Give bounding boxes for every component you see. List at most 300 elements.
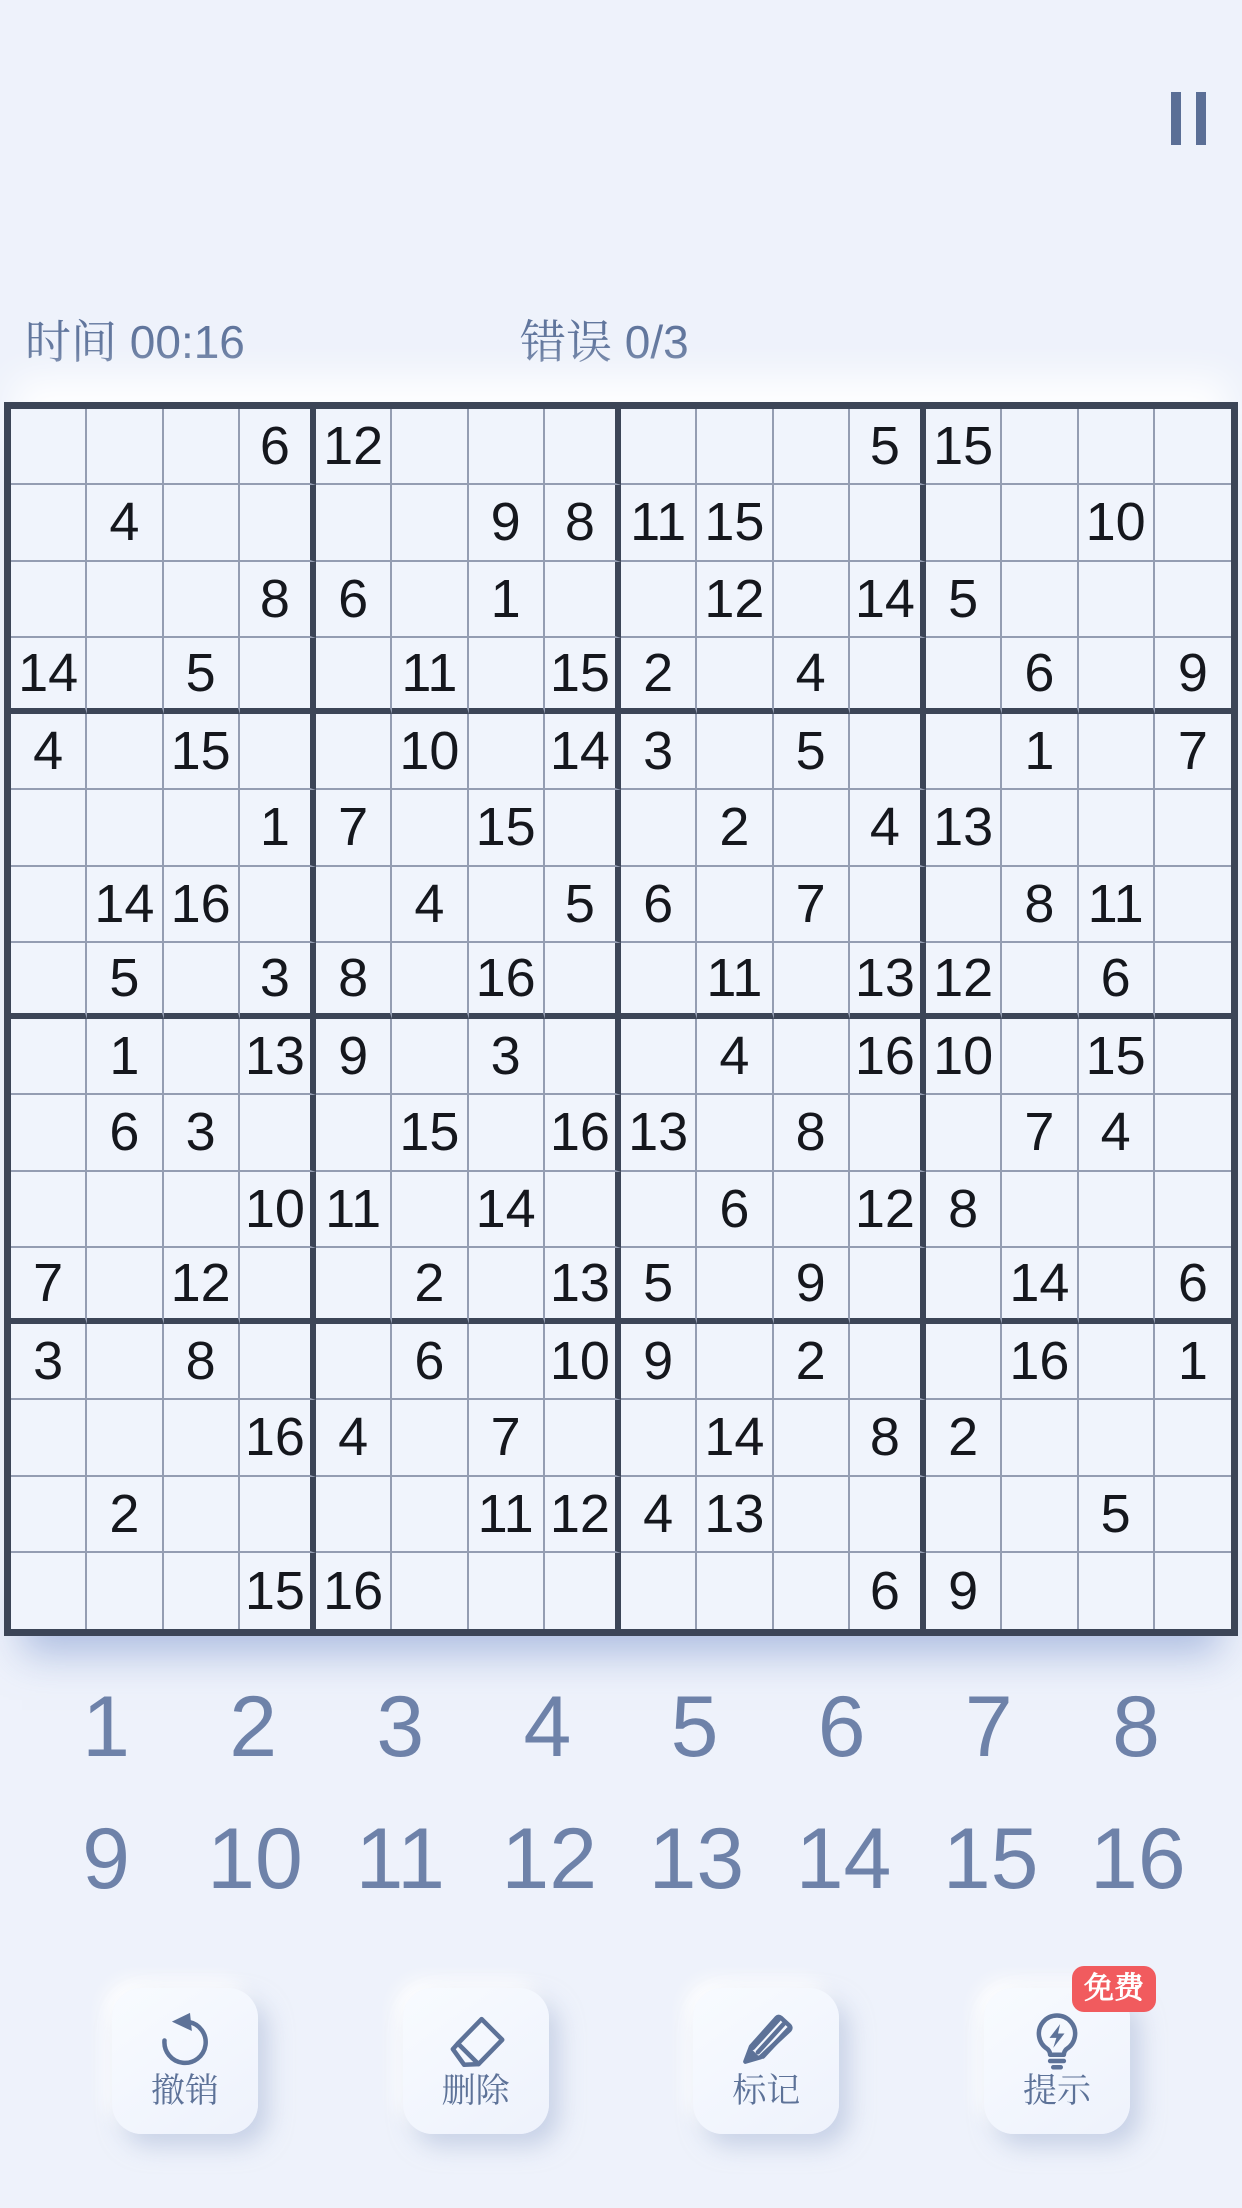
cell-r3c1[interactable]	[11, 562, 87, 638]
number-pad	[0, 1675, 1242, 1911]
cell-r12c12[interactable]	[850, 1248, 926, 1324]
cell-r1c2[interactable]	[87, 409, 163, 485]
cell-r11c6[interactable]	[392, 1172, 468, 1248]
cell-r4c2[interactable]	[87, 638, 163, 714]
cell-r1c15[interactable]	[1079, 409, 1155, 485]
num-key-9[interactable]: 9	[82, 1811, 130, 1907]
cell-r9c5[interactable]: 9	[316, 1019, 392, 1095]
cell-r4c11[interactable]: 4	[774, 638, 850, 714]
cell-r12c11[interactable]: 9	[774, 1248, 850, 1324]
cell-r4c10[interactable]	[697, 638, 773, 714]
cell-r12c8[interactable]: 13	[545, 1248, 621, 1324]
cell-r4c7[interactable]	[469, 638, 545, 714]
cell-r10c2[interactable]: 6	[87, 1095, 163, 1171]
cell-r5c12[interactable]	[850, 714, 926, 790]
cell-r12c9[interactable]: 5	[621, 1248, 697, 1324]
cell-r1c14[interactable]	[1002, 409, 1078, 485]
cell-r6c2[interactable]	[87, 790, 163, 866]
cell-r7c7[interactable]	[469, 867, 545, 943]
cell-r12c5[interactable]	[316, 1248, 392, 1324]
cell-r6c16[interactable]	[1155, 790, 1231, 866]
cell-r10c8[interactable]: 16	[545, 1095, 621, 1171]
cell-r4c12[interactable]	[850, 638, 926, 714]
cell-r1c8[interactable]	[545, 409, 621, 485]
mark-label: 标记	[732, 2072, 801, 2111]
cell-r2c9[interactable]: 11	[621, 485, 697, 561]
cell-r10c13[interactable]	[926, 1095, 1002, 1171]
cell-r14c16[interactable]	[1155, 1400, 1231, 1476]
mistakes-value: 0/3	[624, 316, 689, 368]
cell-r11c1[interactable]	[11, 1172, 87, 1248]
free-badge: 免费	[1072, 1966, 1156, 2012]
num-key-8[interactable]: 8	[1112, 1679, 1160, 1775]
cell-r13c12[interactable]	[850, 1324, 926, 1400]
cell-r9c16[interactable]	[1155, 1019, 1231, 1095]
cell-r16c2[interactable]	[87, 1553, 163, 1629]
cell-r6c3[interactable]	[164, 790, 240, 866]
cell-r12c15[interactable]	[1079, 1248, 1155, 1324]
cell-r6c15[interactable]	[1079, 790, 1155, 866]
cell-r16c4[interactable]: 15	[240, 1553, 316, 1629]
cell-r13c14[interactable]: 16	[1002, 1324, 1078, 1400]
cell-r4c3[interactable]: 5	[164, 638, 240, 714]
cell-r14c6[interactable]	[392, 1400, 468, 1476]
time-value: 00:16	[129, 316, 245, 368]
numpad-row-2	[0, 1807, 1242, 1911]
cell-r11c7[interactable]: 14	[469, 1172, 545, 1248]
cell-r4c1[interactable]: 14	[11, 638, 87, 714]
cell-r9c3[interactable]	[164, 1019, 240, 1095]
cell-r5c15[interactable]	[1079, 714, 1155, 790]
cell-r7c15[interactable]: 11	[1079, 867, 1155, 943]
cell-r15c11[interactable]	[774, 1477, 850, 1553]
cell-r3c5[interactable]: 6	[316, 562, 392, 638]
eraser-icon	[446, 2011, 506, 2071]
cell-r7c2[interactable]: 14	[87, 867, 163, 943]
cell-r4c14[interactable]: 6	[1002, 638, 1078, 714]
cell-r4c4[interactable]	[240, 638, 316, 714]
num-key-4[interactable]: 4	[523, 1679, 572, 1775]
cell-r7c16[interactable]	[1155, 867, 1231, 943]
num-key-2[interactable]: 2	[229, 1679, 278, 1775]
cell-r11c14[interactable]	[1002, 1172, 1078, 1248]
cell-r16c7[interactable]	[469, 1553, 545, 1629]
cell-r2c1[interactable]	[11, 485, 87, 561]
cell-r3c16[interactable]	[1155, 562, 1231, 638]
cell-r16c5[interactable]: 16	[316, 1553, 392, 1629]
cell-r1c10[interactable]	[697, 409, 773, 485]
cell-r13c3[interactable]: 8	[164, 1324, 240, 1400]
cell-r10c15[interactable]: 4	[1079, 1095, 1155, 1171]
cell-r12c14[interactable]: 14	[1002, 1248, 1078, 1324]
cell-r8c5[interactable]: 8	[316, 943, 392, 1019]
cell-r14c9[interactable]	[621, 1400, 697, 1476]
cell-r16c11[interactable]	[774, 1553, 850, 1629]
cell-r15c10[interactable]: 13	[697, 1477, 773, 1553]
mark-button[interactable]	[693, 1988, 839, 2134]
cell-r12c6[interactable]: 2	[392, 1248, 468, 1324]
cell-r1c11[interactable]	[774, 409, 850, 485]
cell-r14c7[interactable]: 7	[469, 1400, 545, 1476]
cell-r14c3[interactable]	[164, 1400, 240, 1476]
num-key-15[interactable]: 15	[942, 1811, 1039, 1907]
cell-r1c12[interactable]: 5	[850, 409, 926, 485]
cell-r7c11[interactable]: 7	[774, 867, 850, 943]
cell-r5c7[interactable]	[469, 714, 545, 790]
cell-r10c6[interactable]: 15	[392, 1095, 468, 1171]
cell-r5c3[interactable]: 15	[164, 714, 240, 790]
cell-r10c9[interactable]: 13	[621, 1095, 697, 1171]
cell-r16c8[interactable]	[545, 1553, 621, 1629]
cell-r6c14[interactable]	[1002, 790, 1078, 866]
cell-r2c4[interactable]	[240, 485, 316, 561]
cell-r10c10[interactable]	[697, 1095, 773, 1171]
cell-r6c9[interactable]	[621, 790, 697, 866]
cell-r9c14[interactable]	[1002, 1019, 1078, 1095]
cell-r15c6[interactable]	[392, 1477, 468, 1553]
cell-r10c3[interactable]: 3	[164, 1095, 240, 1171]
cell-r4c9[interactable]: 2	[621, 638, 697, 714]
cell-r9c7[interactable]: 3	[469, 1019, 545, 1095]
cell-r9c10[interactable]: 4	[697, 1019, 773, 1095]
cell-r1c5[interactable]: 12	[316, 409, 392, 485]
cell-r3c10[interactable]: 12	[697, 562, 773, 638]
num-key-11[interactable]: 11	[355, 1811, 445, 1907]
cell-r15c13[interactable]	[926, 1477, 1002, 1553]
mistakes-label: 错误	[520, 316, 612, 368]
cell-r8c8[interactable]	[545, 943, 621, 1019]
cell-r13c8[interactable]: 10	[545, 1324, 621, 1400]
cell-r8c13[interactable]: 12	[926, 943, 1002, 1019]
cell-r13c9[interactable]: 9	[621, 1324, 697, 1400]
cell-r7c13[interactable]	[926, 867, 1002, 943]
cell-r9c15[interactable]: 15	[1079, 1019, 1155, 1095]
cell-r9c6[interactable]	[392, 1019, 468, 1095]
cell-r11c4[interactable]: 10	[240, 1172, 316, 1248]
cell-r1c1[interactable]	[11, 409, 87, 485]
undo-button[interactable]	[112, 1988, 258, 2134]
cell-r7c9[interactable]: 6	[621, 867, 697, 943]
cell-r3c15[interactable]	[1079, 562, 1155, 638]
cell-r13c2[interactable]	[87, 1324, 163, 1400]
numpad-row-1	[0, 1675, 1242, 1779]
cell-r9c13[interactable]: 10	[926, 1019, 1002, 1095]
cell-r11c3[interactable]	[164, 1172, 240, 1248]
cell-r7c8[interactable]: 5	[545, 867, 621, 943]
cell-r3c14[interactable]	[1002, 562, 1078, 638]
cell-r5c10[interactable]	[697, 714, 773, 790]
cell-r12c16[interactable]: 6	[1155, 1248, 1231, 1324]
pause-bar-right	[1196, 92, 1206, 145]
cell-r10c1[interactable]	[11, 1095, 87, 1171]
cell-r12c13[interactable]	[926, 1248, 1002, 1324]
cell-r12c3[interactable]: 12	[164, 1248, 240, 1324]
cell-r9c11[interactable]	[774, 1019, 850, 1095]
cell-r6c4[interactable]: 1	[240, 790, 316, 866]
cell-r2c10[interactable]: 15	[697, 485, 773, 561]
cell-r10c14[interactable]: 7	[1002, 1095, 1078, 1171]
cell-r9c1[interactable]	[11, 1019, 87, 1095]
cell-r1c6[interactable]	[392, 409, 468, 485]
cell-r2c13[interactable]	[926, 485, 1002, 561]
cell-r8c16[interactable]	[1155, 943, 1231, 1019]
cell-r5c2[interactable]	[87, 714, 163, 790]
cell-r9c9[interactable]	[621, 1019, 697, 1095]
cell-r16c9[interactable]	[621, 1553, 697, 1629]
cell-r5c1[interactable]: 4	[11, 714, 87, 790]
cell-r3c11[interactable]	[774, 562, 850, 638]
cell-r14c14[interactable]	[1002, 1400, 1078, 1476]
cell-r11c16[interactable]	[1155, 1172, 1231, 1248]
cell-r14c4[interactable]: 16	[240, 1400, 316, 1476]
hint-button[interactable]	[984, 1972, 1144, 2134]
cell-r13c16[interactable]: 1	[1155, 1324, 1231, 1400]
num-key-3[interactable]: 3	[376, 1679, 425, 1775]
cell-r16c10[interactable]	[697, 1553, 773, 1629]
cell-r16c6[interactable]	[392, 1553, 468, 1629]
cell-r15c3[interactable]	[164, 1477, 240, 1553]
cell-r16c15[interactable]	[1079, 1553, 1155, 1629]
cell-r2c7[interactable]: 9	[469, 485, 545, 561]
cell-r3c8[interactable]	[545, 562, 621, 638]
cell-r10c12[interactable]	[850, 1095, 926, 1171]
cell-r4c6[interactable]: 11	[392, 638, 468, 714]
cell-r10c16[interactable]	[1155, 1095, 1231, 1171]
pause-icon[interactable]	[1171, 92, 1206, 145]
cell-r12c7[interactable]	[469, 1248, 545, 1324]
cell-r5c13[interactable]	[926, 714, 1002, 790]
cell-r5c8[interactable]: 14	[545, 714, 621, 790]
cell-r13c10[interactable]	[697, 1324, 773, 1400]
cell-r11c5[interactable]: 11	[316, 1172, 392, 1248]
cell-r10c4[interactable]	[240, 1095, 316, 1171]
num-key-7[interactable]: 7	[964, 1679, 1013, 1775]
cell-r7c6[interactable]: 4	[392, 867, 468, 943]
cell-r4c5[interactable]	[316, 638, 392, 714]
cell-r8c6[interactable]	[392, 943, 468, 1019]
cell-r1c7[interactable]	[469, 409, 545, 485]
cell-r2c12[interactable]	[850, 485, 926, 561]
cell-r13c4[interactable]	[240, 1324, 316, 1400]
cell-r2c15[interactable]: 10	[1079, 485, 1155, 561]
cell-r9c2[interactable]: 1	[87, 1019, 163, 1095]
cell-r8c14[interactable]	[1002, 943, 1078, 1019]
cell-r16c14[interactable]	[1002, 1553, 1078, 1629]
pencil-icon	[736, 2011, 796, 2071]
num-key-5[interactable]: 5	[670, 1679, 719, 1775]
cell-r13c5[interactable]	[316, 1324, 392, 1400]
cell-r8c12[interactable]: 13	[850, 943, 926, 1019]
num-key-13[interactable]: 13	[648, 1811, 745, 1907]
cell-r14c5[interactable]: 4	[316, 1400, 392, 1476]
cell-r6c7[interactable]: 15	[469, 790, 545, 866]
cell-r8c10[interactable]: 11	[697, 943, 773, 1019]
cell-r3c9[interactable]	[621, 562, 697, 638]
cell-r2c8[interactable]: 8	[545, 485, 621, 561]
cell-r11c12[interactable]: 12	[850, 1172, 926, 1248]
cell-r3c4[interactable]: 8	[240, 562, 316, 638]
cell-r15c2[interactable]: 2	[87, 1477, 163, 1553]
cell-r8c9[interactable]	[621, 943, 697, 1019]
num-key-16[interactable]: 16	[1089, 1811, 1186, 1907]
cell-r16c12[interactable]: 6	[850, 1553, 926, 1629]
cell-r8c4[interactable]: 3	[240, 943, 316, 1019]
cell-r13c1[interactable]: 3	[11, 1324, 87, 1400]
cell-r11c13[interactable]: 8	[926, 1172, 1002, 1248]
cell-r14c15[interactable]	[1079, 1400, 1155, 1476]
num-key-14[interactable]: 14	[795, 1811, 892, 1907]
cell-r1c16[interactable]	[1155, 409, 1231, 485]
cell-r2c5[interactable]	[316, 485, 392, 561]
num-key-6[interactable]: 6	[817, 1679, 866, 1775]
cell-r5c5[interactable]	[316, 714, 392, 790]
cell-r5c16[interactable]: 7	[1155, 714, 1231, 790]
cell-r3c6[interactable]	[392, 562, 468, 638]
cell-r14c10[interactable]: 14	[697, 1400, 773, 1476]
cell-r11c2[interactable]	[87, 1172, 163, 1248]
cell-r11c8[interactable]	[545, 1172, 621, 1248]
cell-r1c3[interactable]	[164, 409, 240, 485]
cell-r9c8[interactable]	[545, 1019, 621, 1095]
cell-r14c1[interactable]	[11, 1400, 87, 1476]
cell-r15c12[interactable]	[850, 1477, 926, 1553]
cell-r16c1[interactable]	[11, 1553, 87, 1629]
cell-r4c15[interactable]	[1079, 638, 1155, 714]
cell-r2c14[interactable]	[1002, 485, 1078, 561]
cell-r7c10[interactable]	[697, 867, 773, 943]
cell-r12c1[interactable]: 7	[11, 1248, 87, 1324]
undo-icon	[155, 2011, 215, 2071]
cell-r2c11[interactable]	[774, 485, 850, 561]
cell-r15c5[interactable]	[316, 1477, 392, 1553]
cell-r8c1[interactable]	[11, 943, 87, 1019]
cell-r3c12[interactable]: 14	[850, 562, 926, 638]
cell-r14c13[interactable]: 2	[926, 1400, 1002, 1476]
cell-r13c6[interactable]: 6	[392, 1324, 468, 1400]
num-key-10[interactable]: 10	[207, 1811, 303, 1907]
cell-r5c9[interactable]: 3	[621, 714, 697, 790]
hint-bulb-icon	[1027, 2011, 1087, 2071]
cell-r6c12[interactable]: 4	[850, 790, 926, 866]
cell-r6c8[interactable]	[545, 790, 621, 866]
cell-r8c3[interactable]	[164, 943, 240, 1019]
cell-r15c14[interactable]	[1002, 1477, 1078, 1553]
cell-r3c13[interactable]: 5	[926, 562, 1002, 638]
hint-label: 提示	[1022, 2072, 1091, 2111]
cell-r12c2[interactable]	[87, 1248, 163, 1324]
cell-r10c5[interactable]	[316, 1095, 392, 1171]
delete-button[interactable]	[403, 1988, 549, 2134]
time-label: 时间	[25, 316, 117, 368]
time-display	[25, 306, 245, 372]
cell-r16c3[interactable]	[164, 1553, 240, 1629]
cell-r2c3[interactable]	[164, 485, 240, 561]
cell-r3c2[interactable]	[87, 562, 163, 638]
cell-r13c11[interactable]: 2	[774, 1324, 850, 1400]
cell-r15c9[interactable]: 4	[621, 1477, 697, 1553]
cell-r5c14[interactable]: 1	[1002, 714, 1078, 790]
cell-r14c11[interactable]	[774, 1400, 850, 1476]
cell-r6c11[interactable]	[774, 790, 850, 866]
cell-r6c13[interactable]: 13	[926, 790, 1002, 866]
num-key-1[interactable]: 1	[82, 1679, 130, 1775]
cell-r11c11[interactable]	[774, 1172, 850, 1248]
cell-r6c10[interactable]: 2	[697, 790, 773, 866]
cell-r8c7[interactable]: 16	[469, 943, 545, 1019]
cell-r10c7[interactable]	[469, 1095, 545, 1171]
cell-r6c6[interactable]	[392, 790, 468, 866]
cell-r6c5[interactable]: 7	[316, 790, 392, 866]
cell-r1c9[interactable]	[621, 409, 697, 485]
cell-r7c12[interactable]	[850, 867, 926, 943]
cell-r13c7[interactable]	[469, 1324, 545, 1400]
cell-r8c11[interactable]	[774, 943, 850, 1019]
pause-bar-left	[1171, 92, 1181, 145]
cell-r1c4[interactable]: 6	[240, 409, 316, 485]
cell-r9c12[interactable]: 16	[850, 1019, 926, 1095]
cell-r3c7[interactable]: 1	[469, 562, 545, 638]
cell-r3c3[interactable]	[164, 562, 240, 638]
cell-r14c8[interactable]	[545, 1400, 621, 1476]
mistakes-display	[520, 306, 689, 372]
cell-r7c3[interactable]: 16	[164, 867, 240, 943]
cell-r14c12[interactable]: 8	[850, 1400, 926, 1476]
cell-r4c13[interactable]	[926, 638, 1002, 714]
cell-r7c5[interactable]	[316, 867, 392, 943]
cell-r16c13[interactable]: 9	[926, 1553, 1002, 1629]
cell-r14c2[interactable]	[87, 1400, 163, 1476]
cell-r10c11[interactable]: 8	[774, 1095, 850, 1171]
cell-r7c1[interactable]	[11, 867, 87, 943]
cell-r1c13[interactable]: 15	[926, 409, 1002, 485]
cell-r15c15[interactable]: 5	[1079, 1477, 1155, 1553]
cell-r9c4[interactable]: 13	[240, 1019, 316, 1095]
cell-r6c1[interactable]	[11, 790, 87, 866]
board	[4, 402, 1238, 1636]
cell-r7c14[interactable]: 8	[1002, 867, 1078, 943]
cell-r15c1[interactable]	[11, 1477, 87, 1553]
toolbar	[0, 1972, 1242, 2134]
cell-r2c16[interactable]	[1155, 485, 1231, 561]
cell-r5c6[interactable]: 10	[392, 714, 468, 790]
cell-r8c2[interactable]: 5	[87, 943, 163, 1019]
cell-r11c15[interactable]	[1079, 1172, 1155, 1248]
cell-r4c8[interactable]: 15	[545, 638, 621, 714]
cell-r15c16[interactable]	[1155, 1477, 1231, 1553]
num-key-12[interactable]: 12	[501, 1811, 598, 1907]
cell-r8c15[interactable]: 6	[1079, 943, 1155, 1019]
cell-r13c15[interactable]	[1079, 1324, 1155, 1400]
cell-r12c10[interactable]	[697, 1248, 773, 1324]
cell-r15c8[interactable]: 12	[545, 1477, 621, 1553]
status-bar	[0, 306, 1242, 366]
cell-r2c2[interactable]: 4	[87, 485, 163, 561]
cell-r4c16[interactable]: 9	[1155, 638, 1231, 714]
cell-r2c6[interactable]	[392, 485, 468, 561]
undo-label: 撤销	[151, 2072, 219, 2111]
cell-r7c4[interactable]	[240, 867, 316, 943]
cell-r16c16[interactable]	[1155, 1553, 1231, 1629]
cell-r11c10[interactable]: 6	[697, 1172, 773, 1248]
cell-r5c11[interactable]: 5	[774, 714, 850, 790]
cell-r5c4[interactable]	[240, 714, 316, 790]
cell-r11c9[interactable]	[621, 1172, 697, 1248]
cell-r15c7[interactable]: 11	[469, 1477, 545, 1553]
cell-r12c4[interactable]	[240, 1248, 316, 1324]
delete-label: 删除	[441, 2072, 510, 2111]
cell-r15c4[interactable]	[240, 1477, 316, 1553]
cell-r13c13[interactable]	[926, 1324, 1002, 1400]
